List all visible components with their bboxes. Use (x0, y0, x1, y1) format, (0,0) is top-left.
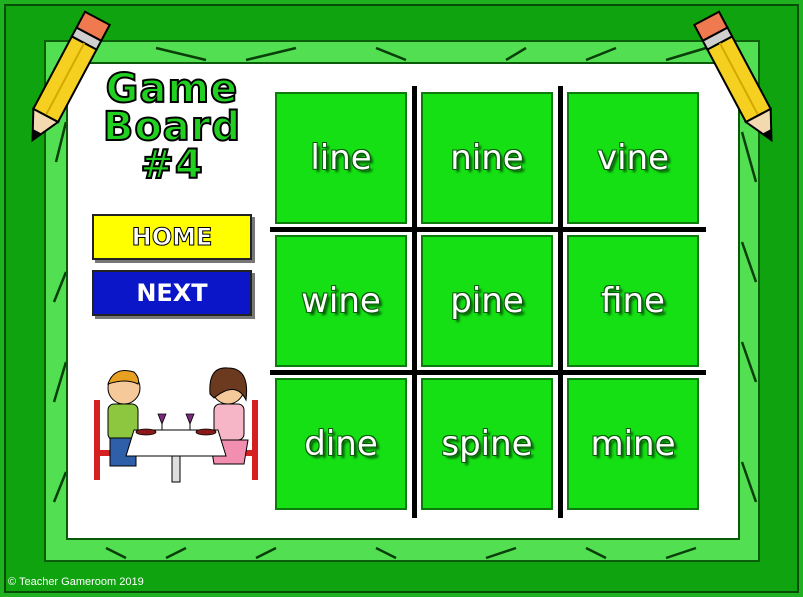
word-tile-mine[interactable]: mine (567, 378, 699, 510)
word-tile-fine[interactable]: fine (567, 235, 699, 367)
word-tile-dine[interactable]: dine (275, 378, 407, 510)
pencil-icon (690, 6, 790, 156)
title-line-2: Board (102, 104, 242, 150)
word-tile-line[interactable]: line (275, 92, 407, 224)
home-button[interactable]: HOME (92, 214, 252, 260)
pencil-icon (14, 6, 114, 156)
title-line-3: #4 (140, 142, 204, 188)
game-board-title (92, 66, 252, 188)
game-board (270, 86, 706, 518)
grid-line (558, 86, 563, 518)
word-tile-vine[interactable]: vine (567, 92, 699, 224)
title-line-1: Game (105, 66, 239, 112)
copyright-text: © Teacher Gameroom 2019 (8, 576, 144, 588)
grid-line (412, 86, 417, 518)
word-tile-pine[interactable]: pine (421, 235, 553, 367)
grid-line (270, 227, 706, 232)
word-tile-spine[interactable]: spine (421, 378, 553, 510)
grid-line (270, 370, 706, 375)
word-tile-wine[interactable]: wine (275, 235, 407, 367)
next-button[interactable]: NEXT (92, 270, 252, 316)
word-tile-nine[interactable]: nine (421, 92, 553, 224)
kids-dining-illustration (86, 360, 266, 490)
